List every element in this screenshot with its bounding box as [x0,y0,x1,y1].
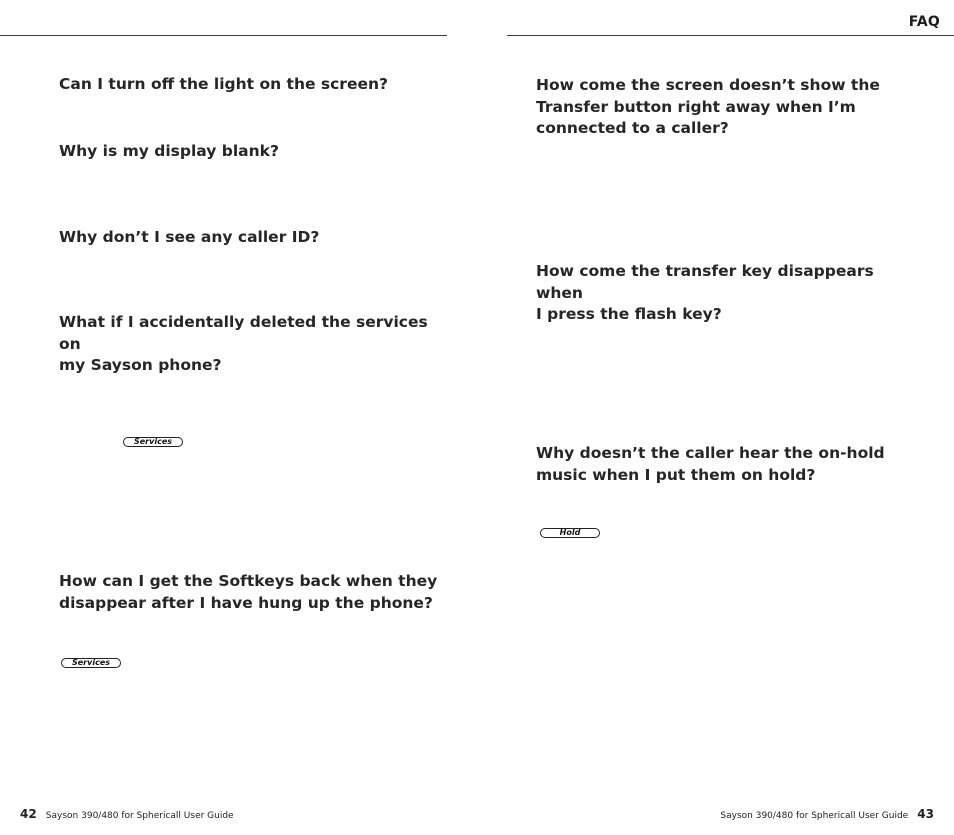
services-softkey: Services [123,437,183,447]
left-footer [20,803,238,822]
faq-question-deleted-services: What if I accidentally deleted the services on my Sayson phone? [59,313,428,374]
hold-softkey: Hold [540,528,600,538]
faq-question-transfer-key-flash: How come the transfer key disappears when I press the flash key? [536,262,874,323]
left-guide-title: Sayson 390/480 for Sphericall User Guide [45,811,234,821]
right-footer [716,803,934,822]
services-softkey-2: Services [61,658,121,668]
faq-question-softkeys-back: How can I get the Softkeys back when they disappear after I have hung up the phone? [59,572,438,612]
faq-question-caller-id: Why don’t I see any caller ID? [59,228,320,246]
section-title: FAQ [908,14,940,30]
right-page-number: 43 [917,807,934,821]
right-guide-title: Sayson 390/480 for Sphericall User Guide [720,811,909,821]
faq-question-display-blank: Why is my display blank? [59,142,279,160]
faq-question-transfer-button: How come the screen doesn’t show the Transfer button right away when I’m connected to a caller? [536,76,880,137]
right-header-rule [507,35,954,36]
faq-question-on-hold-music: Why doesn’t the caller hear the on-hold music when I put them on hold? [536,444,885,484]
left-header-rule [0,35,447,36]
left-page-number: 42 [20,807,37,821]
faq-question-screen-light: Can I turn off the light on the screen? [59,75,389,93]
